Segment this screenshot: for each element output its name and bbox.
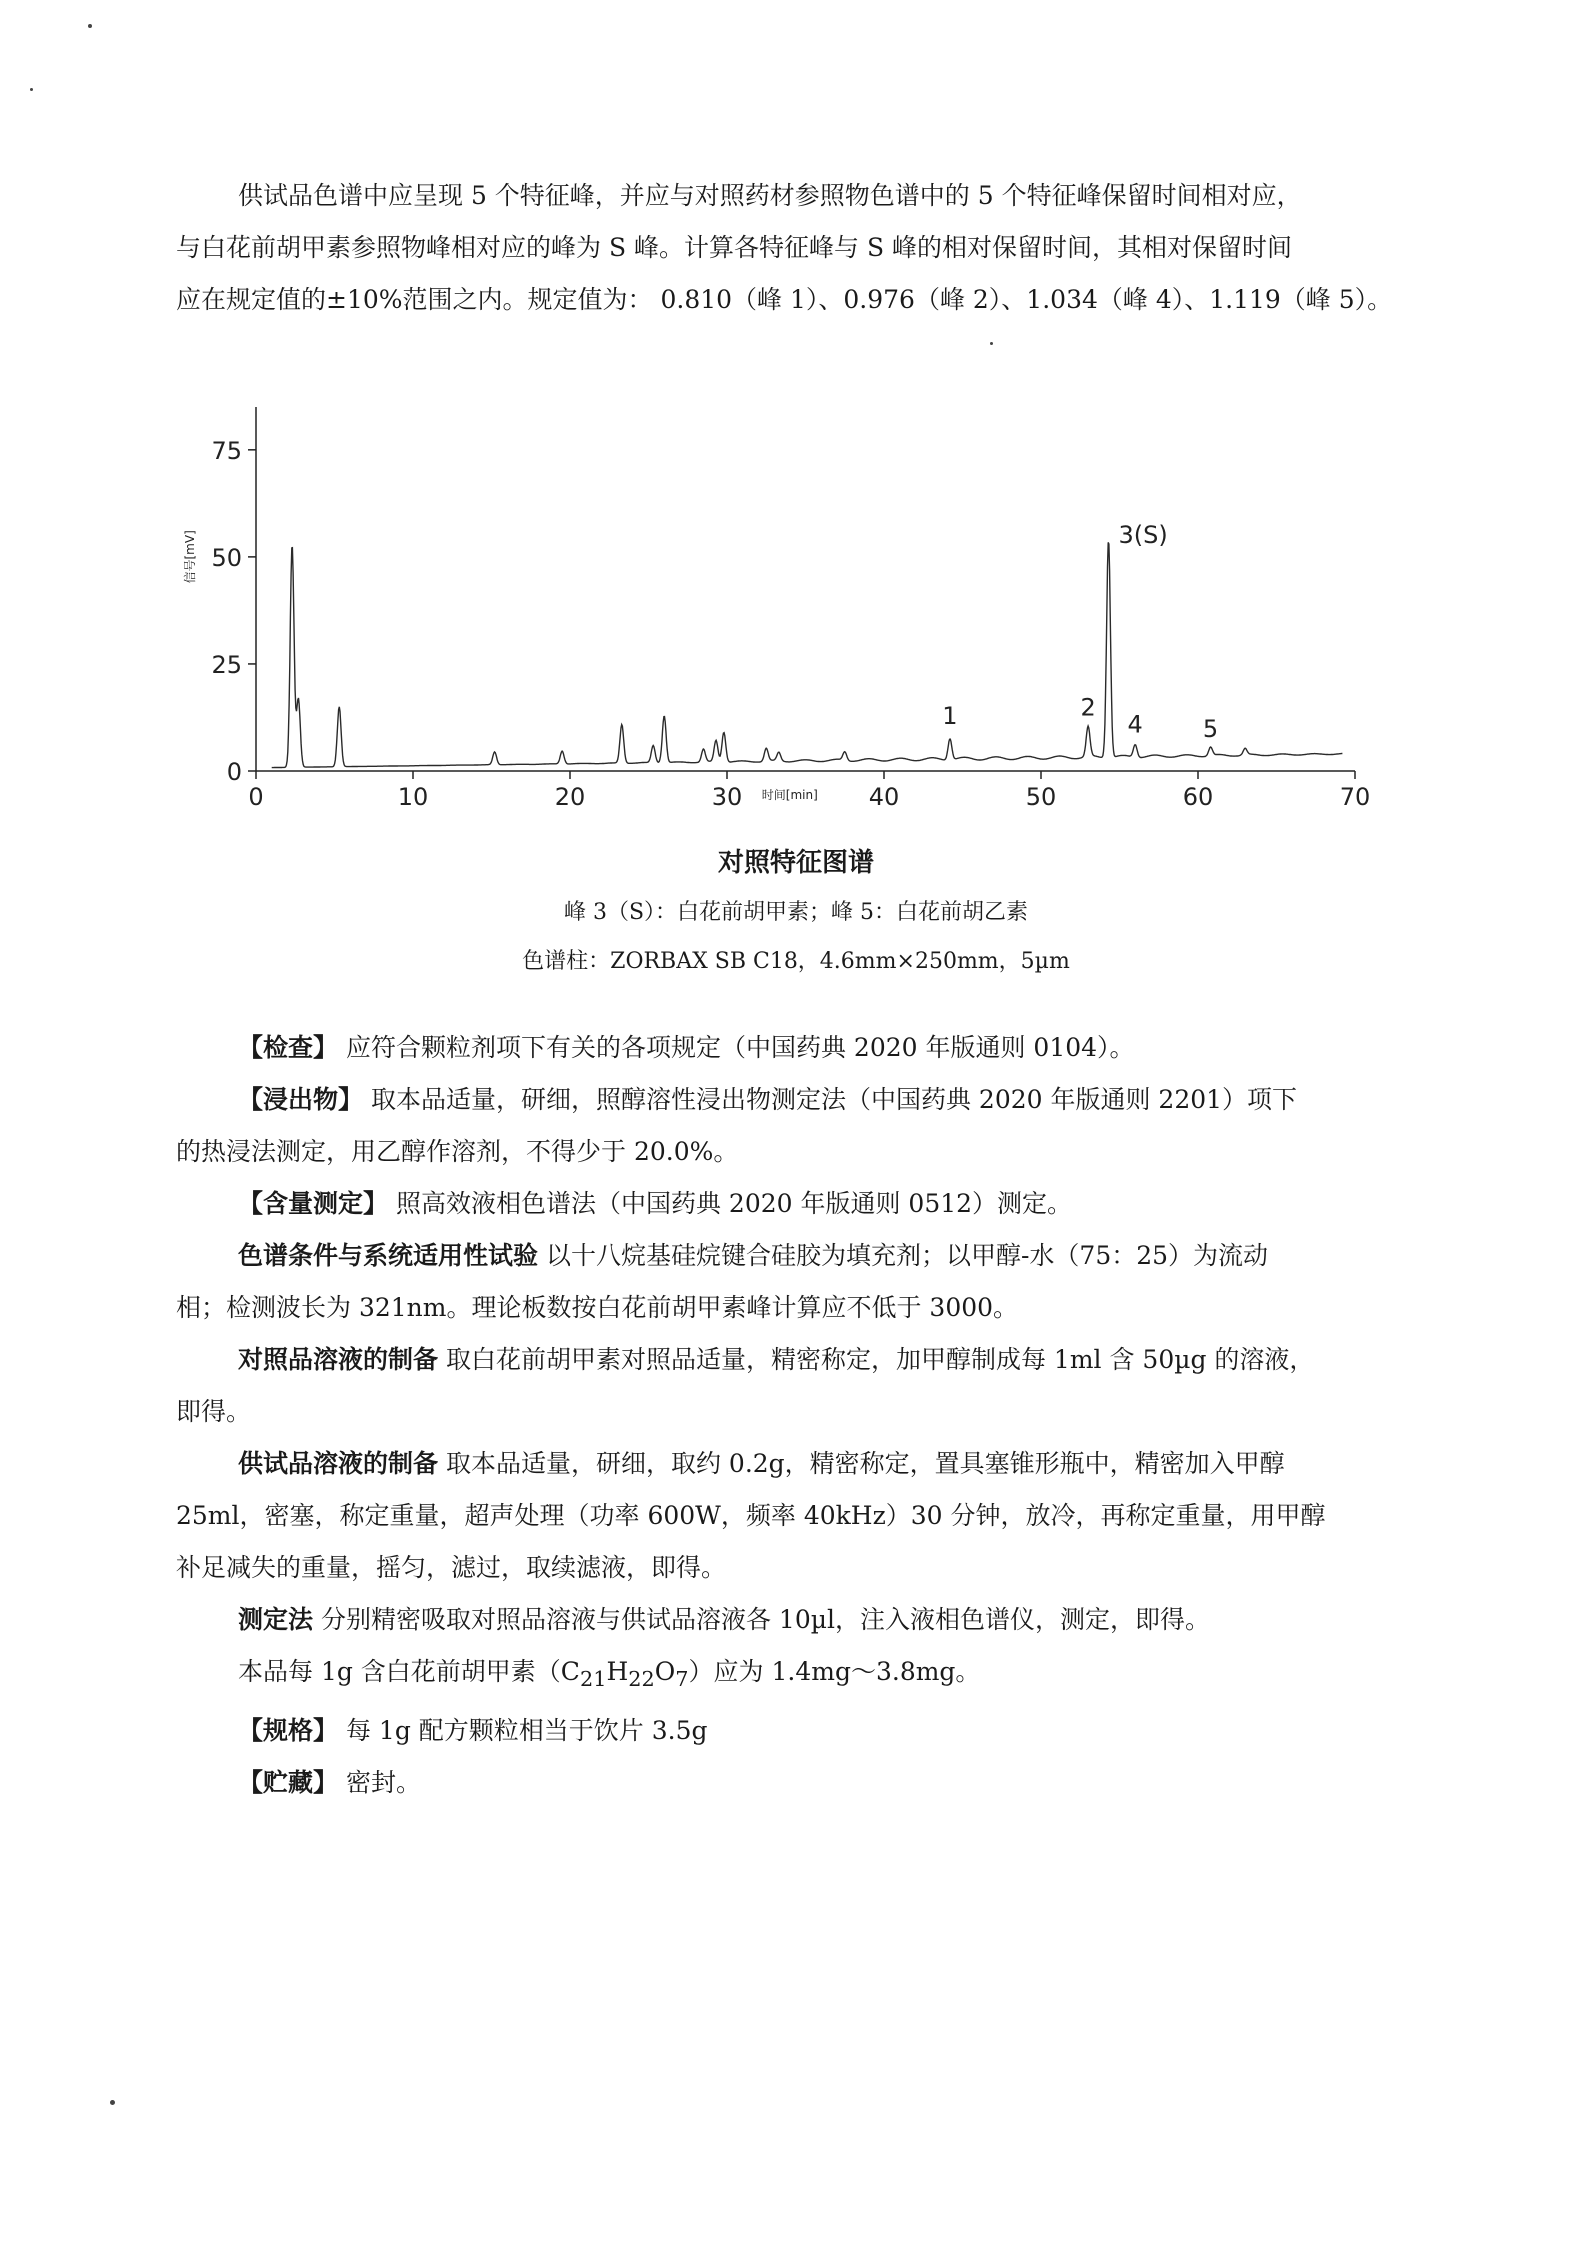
- x-axis-label: 时间[min]: [761, 788, 818, 802]
- peak-label: 5: [1202, 715, 1219, 744]
- y-axis-label: 信号[mV]: [183, 530, 197, 584]
- storage-heading: 【贮藏】: [238, 1768, 339, 1797]
- test-line-3: 补足减失的重量，摇匀，滤过，取续滤液，即得。: [176, 1553, 727, 1582]
- spec-line: [176, 1705, 1416, 1757]
- chart-peak-labels: [942, 521, 1218, 743]
- x-tick-label: 50: [1025, 783, 1057, 811]
- peak-label: 2: [1080, 693, 1096, 722]
- chart-title: 对照特征图谱: [717, 848, 874, 878]
- spec-heading: 【规格】: [238, 1716, 339, 1745]
- content-text-1: 本品每 1g 含白花前胡甲素（C: [238, 1657, 580, 1686]
- test-line-2: 25ml，密塞，称定重量，超声处理（功率 600W，频率 40kHz）30 分钟，放冷，再称定重量，用甲醇: [176, 1501, 1326, 1530]
- sections-block: [176, 1022, 1416, 1809]
- chromatogram-trace-line: [272, 542, 1343, 767]
- ref-heading: 对照品溶液的制备: [238, 1345, 439, 1374]
- method-line: [176, 1594, 1416, 1646]
- scan-speck: [30, 88, 33, 91]
- x-tick-label: 60: [1182, 783, 1214, 811]
- peak-label: 4: [1127, 710, 1143, 739]
- x-tick-label: 40: [868, 783, 900, 811]
- x-tick-label: 0: [248, 783, 264, 811]
- test-line-1: [176, 1438, 1416, 1490]
- scan-speck: [110, 2100, 115, 2105]
- storage-line: [176, 1757, 1416, 1809]
- extract-heading: 【浸出物】: [238, 1085, 364, 1114]
- content-text-2: H: [606, 1657, 629, 1686]
- content-line: [176, 1646, 1416, 1705]
- intro-line-1: 供试品色谱中应呈现 5 个特征峰，并应与对照药材参照物色谱中的 5 个特征峰保留时间相对应，: [238, 181, 1302, 210]
- x-tick-label: 20: [554, 783, 586, 811]
- test-heading: 供试品溶液的制备: [238, 1449, 439, 1478]
- cond-line-2: 相；检测波长为 321nm。理论板数按白花前胡甲素峰计算应不低于 3000。: [176, 1293, 1019, 1322]
- content-sub-2: 22: [628, 1667, 655, 1691]
- content-text-3: O: [654, 1657, 676, 1686]
- content-sub-3: 7: [675, 1667, 689, 1691]
- scan-speck: [88, 24, 92, 28]
- x-tick-label: 70: [1339, 783, 1371, 811]
- peaks-note: 峰 3（S）：白花前胡甲素；峰 5：白花前胡乙素: [563, 900, 1029, 925]
- x-tick-label: 10: [397, 783, 429, 811]
- check-body: 应符合颗粒剂项下有关的各项规定（中国药典 2020 年版通则 0104）。: [338, 1033, 1135, 1062]
- spec-body: 每 1g 配方颗粒相当于饮片 3.5g: [338, 1716, 708, 1745]
- method-body: 分别精密吸取对照品溶液与供试品溶液各 10µl，注入液相色谱仪，测定，即得。: [313, 1605, 1210, 1634]
- storage-body: 密封。: [338, 1768, 421, 1797]
- assay-body: 照高效液相色谱法（中国药典 2020 年版通则 0512）测定。: [388, 1189, 1073, 1218]
- chart-trace: [272, 542, 1343, 767]
- content-text-4: ）应为 1.4mg～3.8mg。: [688, 1657, 981, 1686]
- ref-line-2: 即得。: [176, 1397, 252, 1426]
- extract-line-2: 的热浸法测定，用乙醇作溶剂，不得少于 20.0%。: [176, 1137, 739, 1166]
- intro-line-2: 与白花前胡甲素参照物峰相对应的峰为 S 峰。计算各特征峰与 S 峰的相对保留时间，其相对保留时间: [176, 233, 1293, 262]
- peak-label: 1: [942, 702, 958, 731]
- chromatogram-chart: [160, 395, 1400, 835]
- assay-heading: 【含量测定】: [238, 1189, 389, 1218]
- peak-label: 3(S): [1118, 521, 1168, 550]
- method-heading: 测定法: [238, 1605, 314, 1634]
- intro-line-3: 应在规定值的±10%范围之内。规定值为： 0.810（峰 1）、0.976（峰 2）、1.034（峰 4）、1.119（峰 5）。: [176, 285, 1393, 314]
- y-tick-label: 75: [211, 436, 242, 465]
- cond-line-1: [176, 1230, 1416, 1282]
- check-heading: 【检查】: [238, 1033, 339, 1062]
- y-tick-label: 0: [226, 758, 242, 786]
- intro-paragraph: [176, 170, 1416, 326]
- check-line: [176, 1022, 1416, 1074]
- ref-body-1: 取白花前胡甲素对照品适量，精密称定，加甲醇制成每 1ml 含 50µg 的溶液，: [438, 1345, 1315, 1374]
- scan-speck: [990, 342, 993, 345]
- x-tick-label: 30: [711, 783, 743, 811]
- y-tick-label: 50: [211, 543, 242, 572]
- content-sub-1: 21: [579, 1667, 607, 1691]
- cond-body-1: 以十八烷基硅烷键合硅胶为填充剂；以甲醇-水（75：25）为流动: [538, 1241, 1269, 1270]
- assay-line: [176, 1178, 1416, 1230]
- extract-body-1: 取本品适量，研细，照醇溶性浸出物测定法（中国药典 2020 年版通则 2201）项下: [363, 1085, 1298, 1114]
- extract-line-1: [176, 1074, 1416, 1126]
- chart-axes: [182, 407, 1370, 811]
- y-tick-label: 25: [211, 650, 242, 679]
- cond-heading: 色谱条件与系统适用性试验: [238, 1241, 539, 1270]
- test-body-1: 取本品适量，研细，取约 0.2g，精密称定，置具塞锥形瓶中，精密加入甲醇: [438, 1449, 1285, 1478]
- ref-line-1: [176, 1334, 1416, 1386]
- column-note: 色谱柱：ZORBAX SB C18，4.6mm×250mm，5µm: [522, 949, 1070, 974]
